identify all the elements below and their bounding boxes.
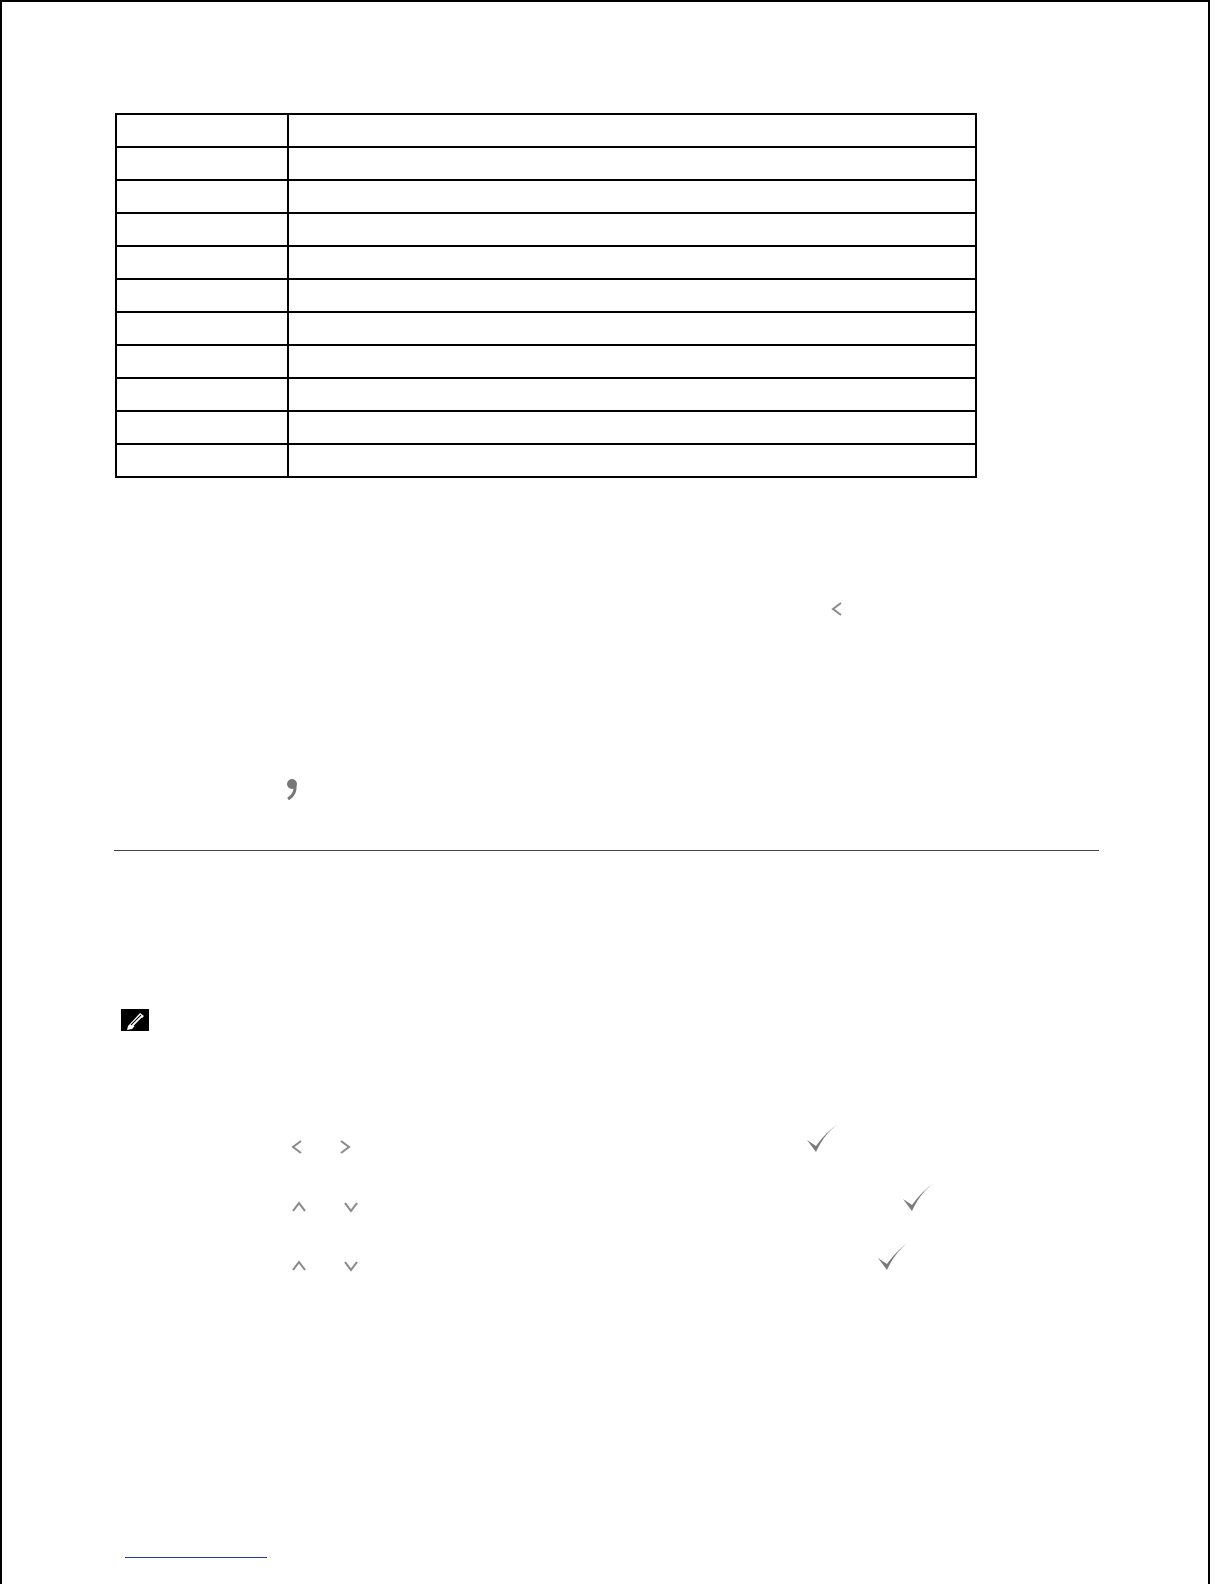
table-cell-value: [288, 180, 976, 213]
table-cell-key: [116, 246, 288, 279]
down-chevron-icon: [342, 1259, 360, 1273]
table-cell-value: [288, 411, 976, 444]
table-row: [116, 411, 976, 444]
left-chevron-icon: [290, 1138, 304, 1156]
table-cell-key: [116, 345, 288, 378]
table-cell-value: [288, 378, 976, 411]
table-cell-key: [116, 147, 288, 180]
table-row: [116, 180, 976, 213]
settings-table: [115, 113, 977, 478]
table-cell-key: [116, 312, 288, 345]
checkmark-icon: [900, 1181, 936, 1215]
table-cell-key: [116, 279, 288, 312]
down-chevron-icon: [342, 1200, 360, 1214]
left-chevron-icon: [830, 600, 844, 618]
table-cell-key: [116, 378, 288, 411]
table-row: [116, 114, 976, 147]
table-cell-value: [288, 147, 976, 180]
table-cell-value: [288, 279, 976, 312]
comma-key-icon: [283, 776, 301, 802]
section-divider: [114, 850, 1099, 851]
page-border-left: [0, 0, 2, 1584]
table-row: [116, 312, 976, 345]
table-row: [116, 246, 976, 279]
table-row: [116, 213, 976, 246]
table-cell-value: [288, 213, 976, 246]
table-cell-key: [116, 411, 288, 444]
up-chevron-icon: [290, 1200, 308, 1214]
table-cell-value: [288, 312, 976, 345]
table-cell-value: [288, 114, 976, 147]
table-row: [116, 147, 976, 180]
table-row: [116, 444, 976, 477]
right-chevron-icon: [338, 1138, 352, 1156]
table-row: [116, 279, 976, 312]
page-border-right: [1208, 0, 1210, 1584]
up-chevron-icon: [290, 1259, 308, 1273]
table-cell-value: [288, 444, 976, 477]
table-cell-key: [116, 444, 288, 477]
settings-table-body: [116, 114, 976, 477]
footer-link[interactable]: [125, 1557, 267, 1558]
table-cell-value: [288, 345, 976, 378]
table-row: [116, 378, 976, 411]
checkmark-icon: [875, 1240, 911, 1274]
table-cell-key: [116, 180, 288, 213]
table-cell-value: [288, 246, 976, 279]
table-row: [116, 345, 976, 378]
table-cell-key: [116, 114, 288, 147]
table-cell-key: [116, 213, 288, 246]
note-pencil-icon: [121, 1009, 149, 1031]
page-border-top: [0, 0, 1210, 2]
checkmark-icon: [804, 1122, 840, 1156]
